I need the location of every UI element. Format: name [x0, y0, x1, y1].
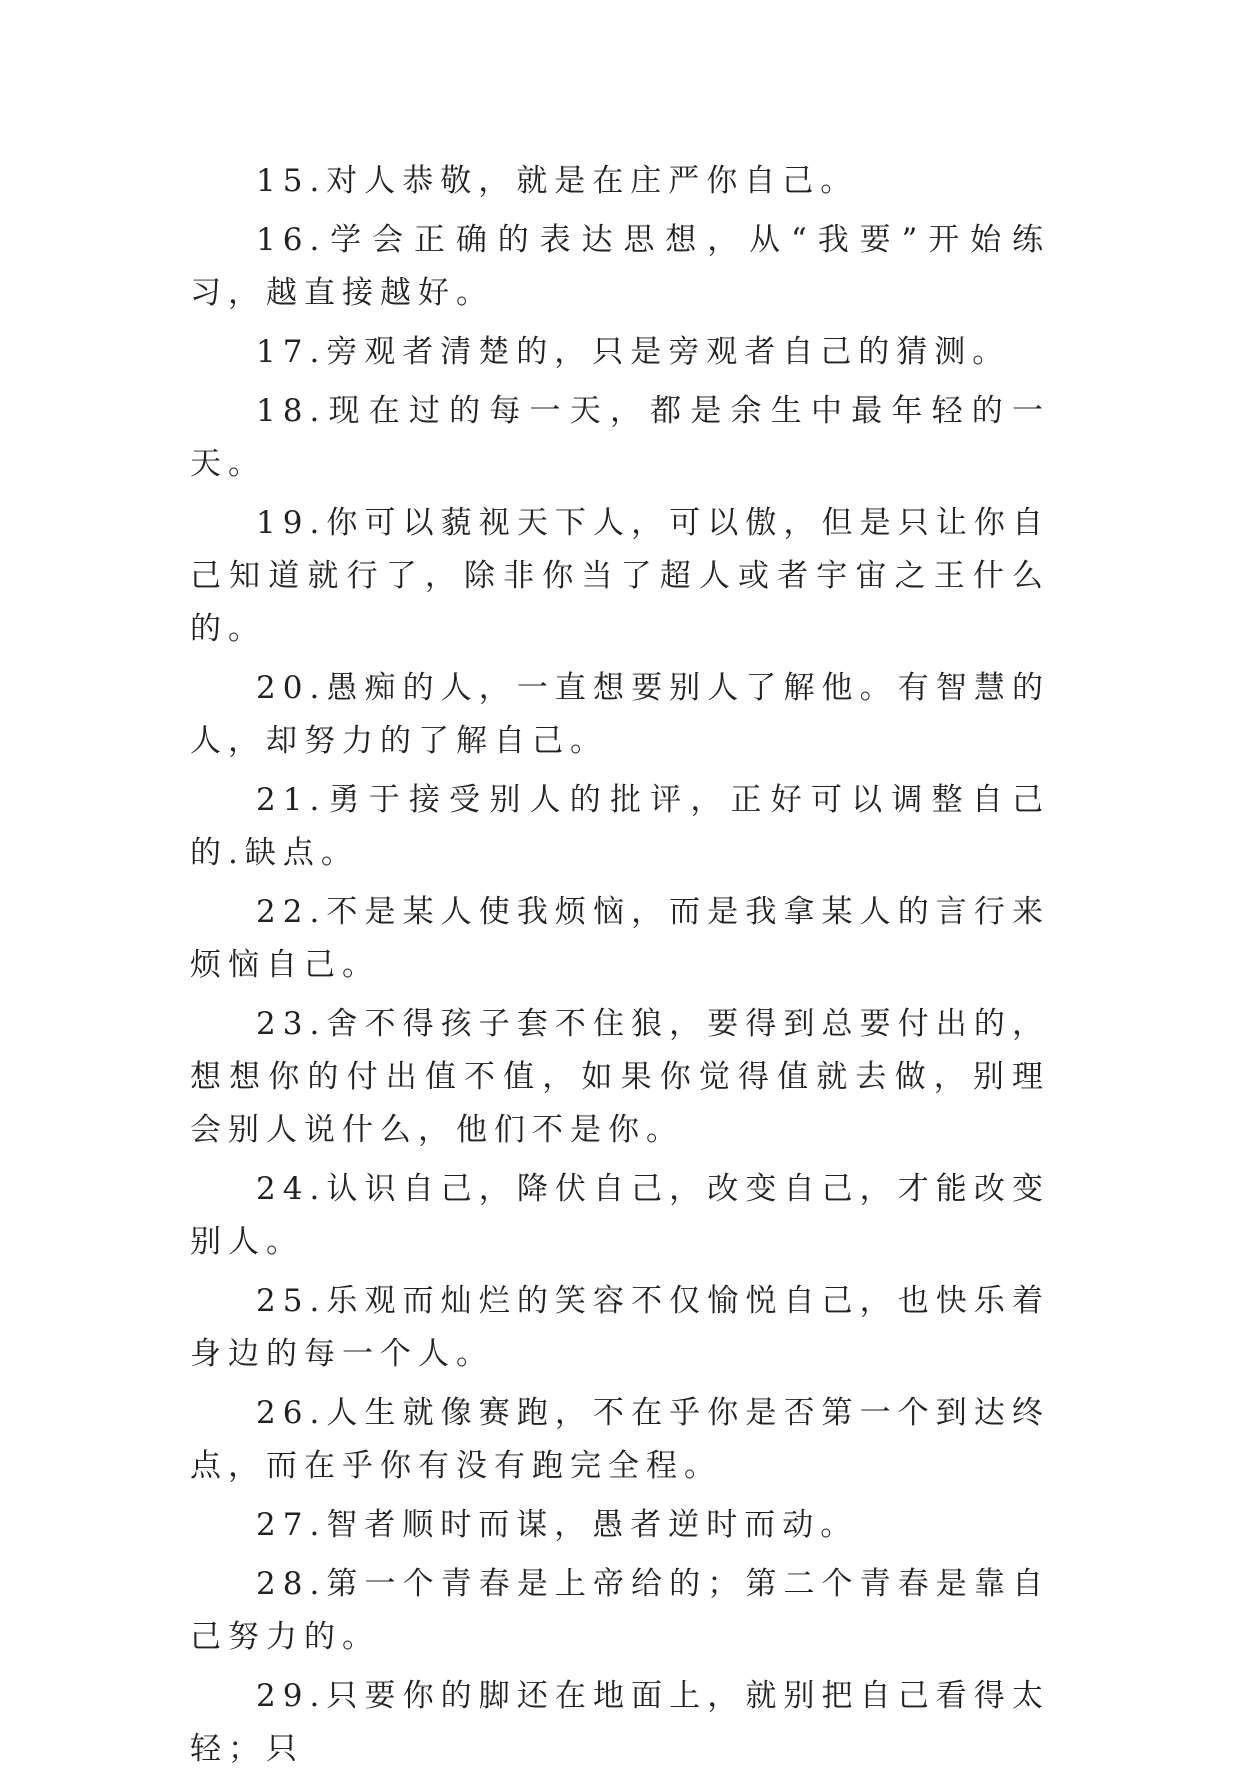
document-body — [190, 155, 1050, 1782]
paragraph-15: 15.对人恭敬，就是在庄严你自己。 — [256, 163, 859, 199]
paragraph-27: 27.智者顺时而谋，愚者逆时而动。 — [256, 1507, 859, 1543]
paragraph-20: 20.愚痴的人，一直想要别人了解他。有智慧的人，却努力的了解自己。 — [190, 670, 1050, 759]
paragraph-28: 28.第一个青春是上帝给的；第二个青春是靠自己努力的。 — [190, 1566, 1050, 1655]
paragraph-16: 16.学会正确的表达思想，从“我要”开始练习，越直接越好。 — [190, 222, 1050, 311]
paragraph-17: 17.旁观者清楚的，只是旁观者自己的猜测。 — [256, 334, 1011, 370]
paragraph-18: 18.现在过的每一天，都是余生中最年轻的一天。 — [190, 393, 1050, 482]
paragraph-19: 19.你可以藐视天下人，可以傲，但是只让你自己知道就行了，除非你当了超人或者宇宙之王什么的。 — [190, 505, 1050, 647]
paragraph-26: 26.人生就像赛跑，不在乎你是否第一个到达终点，而在乎你有没有跑完全程。 — [190, 1395, 1050, 1484]
paragraph-25: 25.乐观而灿烂的笑容不仅愉悦自己，也快乐着身边的每一个人。 — [190, 1283, 1050, 1372]
paragraph-24: 24.认识自己，降伏自己，改变自己，才能改变别人。 — [190, 1171, 1050, 1260]
paragraph-22: 22.不是某人使我烦恼，而是我拿某人的言行来烦恼自己。 — [190, 894, 1050, 983]
paragraph-23: 23.舍不得孩子套不住狼，要得到总要付出的，想想你的付出值不值，如果你觉得值就去做，别理会别人说什么，他们不是你。 — [190, 1006, 1050, 1148]
paragraph-29: 29.只要你的脚还在地面上，就别把自己看得太轻；只 — [190, 1678, 1050, 1767]
paragraph-21: 21.勇于接受别人的批评，正好可以调整自己的.缺点。 — [190, 782, 1050, 871]
